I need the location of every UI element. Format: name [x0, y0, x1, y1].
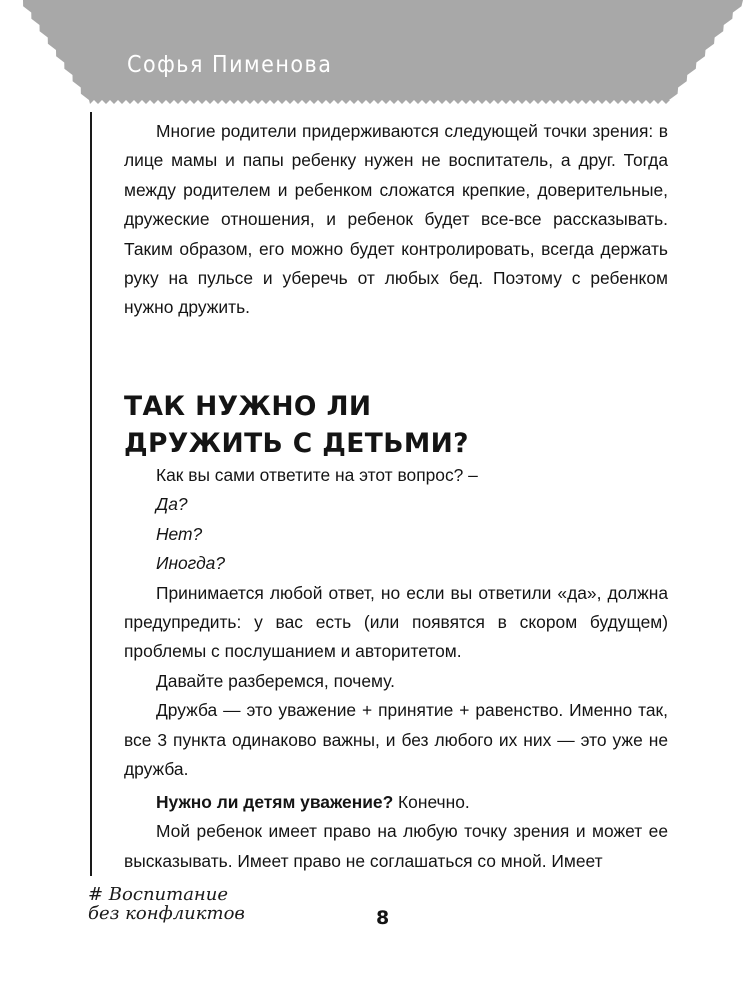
option-no: Нет?: [156, 523, 203, 544]
intro-block: [124, 117, 668, 323]
right-paragraph: Мой ребенок имеет право на любую точку зрения и может ее высказывать. Имеет право не соглашаться со мной. Имеет: [124, 821, 668, 871]
margin-rule: [90, 112, 92, 876]
series-logo-line1: # Воспитание: [88, 884, 229, 905]
friendship-paragraph: Дружба — это уважение + принятие + равенство. Именно так, все 3 пункта одинаково важны, и без любого их них — это уже не дружба.: [124, 700, 668, 780]
intro-paragraph: Многие родители придерживаются следующей точки зрения: в лице мамы и папы ребенку нужен не воспитатель, а друг. Тогда между родителем и ребенком сложатся крепкие, доверительные, дружеские отношения, и ребенок будет все-все рассказывать. Таким образом, его можно будет контролировать, всегда держать руку на пульсе и уберечь от любых бед. Поэтому с ребенком нужно дружить.: [124, 121, 668, 318]
section-heading-line2: ДРУЖИТЬ С ДЕТЬМИ?: [124, 428, 469, 459]
respect-paragraph: [124, 788, 668, 817]
respect-block: [124, 788, 668, 876]
header-band-shape: [0, 0, 743, 106]
author-name: Софья Пименова: [127, 52, 333, 78]
respect-question: Нужно ли детям уважение?: [156, 792, 394, 812]
respect-answer: Конечно.: [393, 792, 470, 812]
section-heading: [124, 388, 684, 462]
page-number: 8: [376, 907, 390, 929]
series-logo: [88, 885, 245, 923]
header-band: [0, 0, 743, 106]
section-heading-line1: ТАК НУЖНО ЛИ: [124, 391, 372, 422]
question-line: Как вы сами ответите на этот вопрос? –: [156, 465, 478, 485]
option-sometimes: Иногда?: [156, 553, 226, 574]
figure-out-paragraph: Давайте разберемся, почему.: [156, 670, 395, 691]
series-logo-line2: без конфликтов: [88, 903, 245, 924]
answer-paragraph: Принимается любой ответ, но если вы ответили «да», должна предупредить: у вас есть (или появятся в скором будущем) проблемы с послушанием и авторитетом.: [124, 582, 668, 662]
section-body: [124, 461, 668, 784]
option-yes: Да?: [156, 494, 188, 515]
